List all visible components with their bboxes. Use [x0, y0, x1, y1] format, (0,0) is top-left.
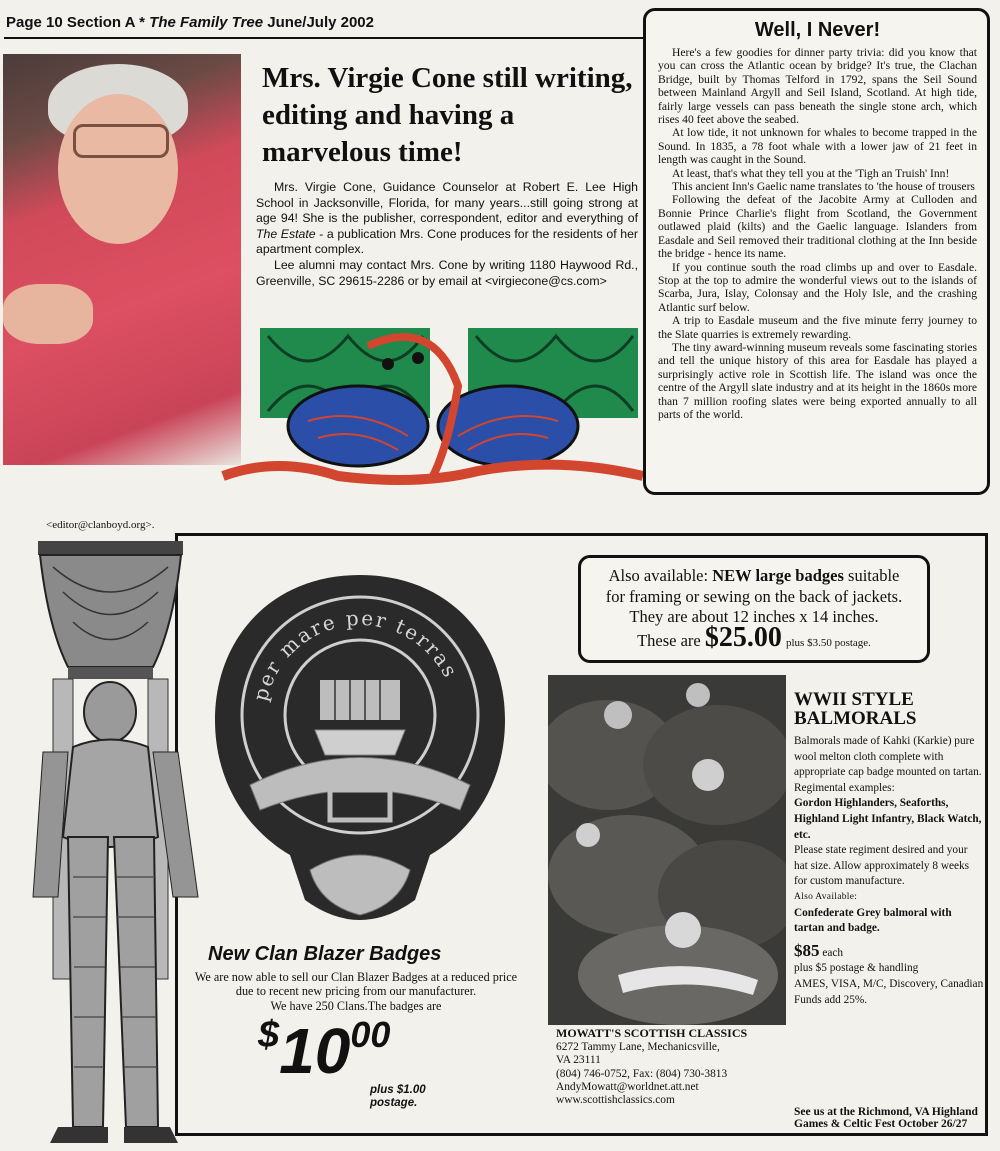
badge-motto: per mare per terras — [248, 605, 464, 704]
well-i-never-box — [643, 8, 990, 495]
well-i-never-title: Well, I Never! — [754, 19, 881, 41]
page-number: Page 10 — [6, 14, 63, 31]
header-rule — [4, 37, 644, 39]
blazer-price-cents: 00 — [350, 1014, 391, 1055]
page-header — [6, 14, 374, 31]
balmorals-also-item: Confederate Grey balmoral with tartan and badge. — [794, 906, 952, 935]
balmorals-payment: AMES, VISA, M/C, Discovery, Canadian Funds add 25%. — [794, 977, 984, 1006]
blazer-price — [258, 1014, 390, 1088]
large-badges-line2: for framing or sewing on the back of jackets. — [605, 586, 903, 606]
blazer-text-2: We have 250 Clans.The badges are — [270, 998, 442, 1013]
balmorals-instructions: Please state regiment desired and your hat size. Allow approximately 8 weeks for custom manufacture. — [794, 844, 970, 888]
large-badges-highlight: NEW large badges — [712, 566, 844, 585]
balmorals-shipping: plus $5 postage & handling — [794, 962, 919, 975]
balmorals-examples: Gordon Highlanders, Seaforths, Highland Light Infantry, Black Watch, etc. — [794, 797, 982, 841]
cone-story — [256, 180, 638, 289]
cone-headline: Mrs. Virgie Cone still writing, editing and having a marvelous time! — [262, 62, 633, 168]
balmorals-ad — [794, 690, 984, 1008]
star-separator: * — [139, 14, 145, 31]
balmorals-price: $85 — [794, 940, 820, 960]
balmorals-price-unit: each — [822, 946, 844, 959]
mowatt-address1: 6272 Tammy Lane, Mechanicsville, — [556, 1041, 720, 1054]
balmorals-examples-label: Regimental examples: — [794, 781, 895, 794]
mowatt-web: www.scottishclassics.com — [556, 1094, 675, 1107]
virgie-cone-photo — [3, 54, 241, 465]
balmorals-title: WWII STYLE BALMORALS — [794, 689, 917, 729]
blazer-price-dollar: $ — [258, 1014, 280, 1056]
cone-paragraph-2: Lee alumni may contact Mrs. Cone by writing 1180 Haywood Rd., Greenville, SC 29615-2286 or by email at <virgiecone@cs.com> — [256, 257, 638, 288]
never-paragraph: The tiny award-winning museum reveals some fascinating stories and tell the unique history of this area for Easdale has played a surprisingly active role in Scottish life. The island was once the centre of the Argyll slate industry and at its height in the 1860s more than 7 million roofing slates were being exported annually to all parts of the world. — [658, 340, 977, 421]
balmorals-description: Balmorals made of Kahki (Karkie) pure wool melton cloth complete with appropriate cap badge mounted on tartan. — [794, 735, 982, 779]
never-paragraph: This ancient Inn's Gaelic name translates to 'the house of trousers — [672, 180, 975, 194]
newspaper-name: The Family Tree — [149, 14, 264, 31]
blazer-badges-title: New Clan Blazer Badges — [208, 943, 442, 965]
large-badges-price: $25.00 — [704, 621, 782, 653]
editor-email: <editor@clanboyd.org>. — [46, 519, 155, 531]
large-badges-line3: They are about 12 inches x 14 inches. — [629, 607, 879, 626]
never-paragraph: A trip to Easdale museum and the five minute ferry journey to the Slate quarries is extremely rewarding. — [658, 314, 977, 341]
cone-paragraph-1: Mrs. Virgie Cone, Guidance Counselor at Robert E. Lee High School in Jacksonville, Florida, for many years...still going strong at age 94! She is the publisher, correspondent, editor and everything of The Estate - a publication Mrs. Cone produces for the residents of her apartment complex. — [256, 180, 639, 257]
balmorals-also-label: Also Available: — [794, 891, 858, 902]
never-paragraph: At low tide, it not unknown for whales to become trapped in the Sound. In 1835, a 78 foot whale with a lower jaw of 21 feet in length was caught in the Sound. — [658, 126, 977, 167]
blazer-price-whole: 10 — [279, 1015, 351, 1087]
large-badges-box: Also available: NEW large badges suitable for framing or sewing on the back of jackets. They are about 12 inches x 14 inches. These are $25.00 plus $3.50 postage. — [578, 555, 930, 663]
blazer-text-1: We are now able to sell our Clan Blazer Badges at a reduced price due to recent new pricing from our manufacturer. — [194, 970, 518, 999]
large-badges-postage: plus $3.50 postage. — [785, 636, 871, 649]
never-paragraph: Here's a few goodies for dinner party trivia: did you know that you can cross the Atlantic ocean by bridge? It's true, the Clachan Bridge, built by Thomas Telford in 1792, spans the Seil Sound between Mainland Argyll and Seil Island, Scotland. At high tide, fairly large vessels can pass beneath the single stone arch, which rises 40 feet above the seabed. — [658, 46, 977, 127]
blazer-postage: plus $1.00 postage. — [370, 1084, 426, 1109]
celtic-knotwork-illustration — [218, 326, 648, 488]
blazer-badges-text — [186, 970, 526, 1013]
mowatt-email: AndyMowatt@worldnet.att.net — [556, 1080, 699, 1093]
balmorals-photo — [548, 675, 786, 1025]
section-label: Section A — [66, 14, 135, 31]
mowatt-name: MOWATT'S SCOTTISH CLASSICS — [556, 1026, 748, 1040]
never-paragraph: At least, that's what they tell you at the 'Tigh an Truish' Inn! — [672, 166, 950, 180]
issue-date: June/July 2002 — [267, 14, 374, 31]
publication-name: The Estate — [256, 226, 316, 241]
mowatt-address2: VA 23111 — [556, 1054, 601, 1067]
mowatt-phone: (804) 746-0752, Fax: (804) 730-3813 — [556, 1067, 728, 1080]
clan-badge-illustration — [210, 570, 510, 940]
suit-of-armor-illustration — [28, 537, 208, 1149]
richmond-event: See us at the Richmond, VA Highland Games & Celtic Fest October 26/27 — [794, 1106, 978, 1131]
mowatt-contact — [556, 1027, 786, 1107]
never-paragraph: Following the defeat of the Jacobite Army at Culloden and Bonnie Prince Charlie's flight from Scotland, the Government outlawed plaid (kilts) and the Gaelic language. Islanders from Easdale and Seil removed their traditional clothing at the Inn beside the bridge - hence its name. — [658, 193, 977, 261]
never-paragraph: If you continue south the road climbs up and over to Easdale. Stop at the top to admire the wonderful views out to the islands of Scarba, Jura, Islay, Colonsay and the Holy Isle, and the crashing Atlantic surf below. — [658, 260, 977, 314]
